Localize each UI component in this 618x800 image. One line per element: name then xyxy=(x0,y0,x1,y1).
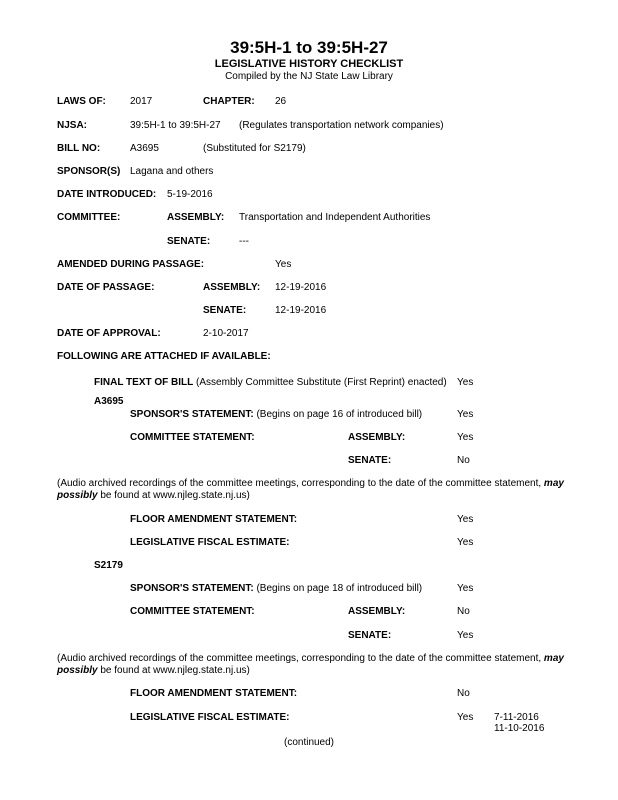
sponsors-label: SPONSOR(S) xyxy=(57,166,121,177)
s2179-fiscal-value: Yes xyxy=(457,712,474,723)
s2179-sponsor-note: (Begins on page 18 of introduced bill) xyxy=(256,583,423,594)
s2179-heading: S2179 xyxy=(94,560,123,571)
njsa-value: 39:5H-1 to 39:5H-27 xyxy=(130,120,221,131)
s2179-committee-assembly-value: No xyxy=(457,606,470,617)
a3695-fiscal-label: LEGISLATIVE FISCAL ESTIMATE: xyxy=(130,537,290,548)
a3695-sponsor-value: Yes xyxy=(457,409,474,420)
chapter-value: 26 xyxy=(275,96,287,107)
s2179-audio-note-emphasis: may possibly xyxy=(57,653,564,676)
s2179-floor-value: No xyxy=(457,688,470,699)
approval-value: 2-10-2017 xyxy=(203,328,249,339)
njsa-note: (Regulates transportation network companies) xyxy=(239,120,444,131)
final-text-label: FINAL TEXT OF BILL xyxy=(94,377,194,388)
a3695-committee-assembly-label: ASSEMBLY: xyxy=(348,432,406,443)
s2179-sponsor-value: Yes xyxy=(457,583,474,594)
s2179-sponsor-label: SPONSOR'S STATEMENT: xyxy=(130,583,254,594)
passage-senate-label: SENATE: xyxy=(203,305,247,316)
s2179-committee-label: COMMITTEE STATEMENT: xyxy=(130,606,255,617)
a3695-sponsor-label: SPONSOR'S STATEMENT: xyxy=(130,409,254,420)
a3695-audio-note-emphasis: may possibly xyxy=(57,478,564,501)
amended-value: Yes xyxy=(275,259,292,270)
approval-label: DATE OF APPROVAL: xyxy=(57,328,161,339)
a3695-audio-note: (Audio archived recordings of the committee meetings, corresponding to the date of the committee statement, may possibly be found at www.njleg.state.nj.us) xyxy=(57,478,564,501)
laws-of-value: 2017 xyxy=(130,96,153,107)
bill-no-note: (Substituted for S2179) xyxy=(203,143,306,154)
page-subtitle: LEGISLATIVE HISTORY CHECKLIST xyxy=(214,58,404,70)
passage-assembly-value: 12-19-2016 xyxy=(275,282,327,293)
committee-label: COMMITTEE: xyxy=(57,212,121,223)
s2179-fiscal-date-2: 11-10-2016 xyxy=(494,723,545,734)
a3695-sponsor-note: (Begins on page 16 of introduced bill) xyxy=(256,409,423,420)
passage-assembly-label: ASSEMBLY: xyxy=(203,282,261,293)
s2179-committee-senate-value: Yes xyxy=(457,630,474,641)
final-text-value: Yes xyxy=(457,377,474,388)
a3695-floor-label: FLOOR AMENDMENT STATEMENT: xyxy=(130,514,298,525)
passage-label: DATE OF PASSAGE: xyxy=(57,282,155,293)
final-text-row xyxy=(94,377,447,389)
s2179-sponsor-row xyxy=(130,583,422,595)
a3695-fiscal-value: Yes xyxy=(457,537,474,548)
a3695-heading: A3695 xyxy=(94,396,124,407)
s2179-committee-senate-label: SENATE: xyxy=(348,630,392,641)
laws-of-label: LAWS OF: xyxy=(57,96,106,107)
s2179-fiscal-date-1: 7-11-2016 xyxy=(494,712,539,723)
chapter-label: CHAPTER: xyxy=(203,96,255,107)
s2179-floor-label: FLOOR AMENDMENT STATEMENT: xyxy=(130,688,298,699)
amended-label: AMENDED DURING PASSAGE: xyxy=(57,259,205,270)
a3695-floor-value: Yes xyxy=(457,514,474,525)
njsa-label: NJSA: xyxy=(57,120,88,131)
committee-assembly-label: ASSEMBLY: xyxy=(167,212,225,223)
final-text-note: (Assembly Committee Substitute (First Reprint) enacted) xyxy=(196,377,447,388)
committee-senate-value: --- xyxy=(239,236,249,247)
a3695-committee-senate-value: No xyxy=(457,455,470,466)
bill-no-value: A3695 xyxy=(130,143,159,154)
continued-note: (continued) xyxy=(283,737,335,748)
date-introduced-value: 5-19-2016 xyxy=(167,189,213,200)
committee-assembly-value: Transportation and Independent Authorities xyxy=(239,212,431,223)
committee-senate-label: SENATE: xyxy=(167,236,211,247)
s2179-fiscal-label: LEGISLATIVE FISCAL ESTIMATE: xyxy=(130,712,290,723)
s2179-committee-assembly-label: ASSEMBLY: xyxy=(348,606,406,617)
a3695-sponsor-row xyxy=(130,409,422,421)
bill-no-label: BILL NO: xyxy=(57,143,101,154)
a3695-committee-assembly-value: Yes xyxy=(457,432,474,443)
page-title: 39:5H-1 to 39:5H-27 xyxy=(230,38,388,57)
sponsors-value: Lagana and others xyxy=(130,166,214,177)
a3695-committee-label: COMMITTEE STATEMENT: xyxy=(130,432,255,443)
attached-heading: FOLLOWING ARE ATTACHED IF AVAILABLE: xyxy=(57,351,271,362)
compiled-by: Compiled by the NJ State Law Library xyxy=(225,71,393,82)
a3695-committee-senate-label: SENATE: xyxy=(348,455,392,466)
date-introduced-label: DATE INTRODUCED: xyxy=(57,189,157,200)
passage-senate-value: 12-19-2016 xyxy=(275,305,327,316)
s2179-audio-note: (Audio archived recordings of the committee meetings, corresponding to the date of the committee statement, may possibly be found at www.njleg.state.nj.us) xyxy=(57,653,564,676)
